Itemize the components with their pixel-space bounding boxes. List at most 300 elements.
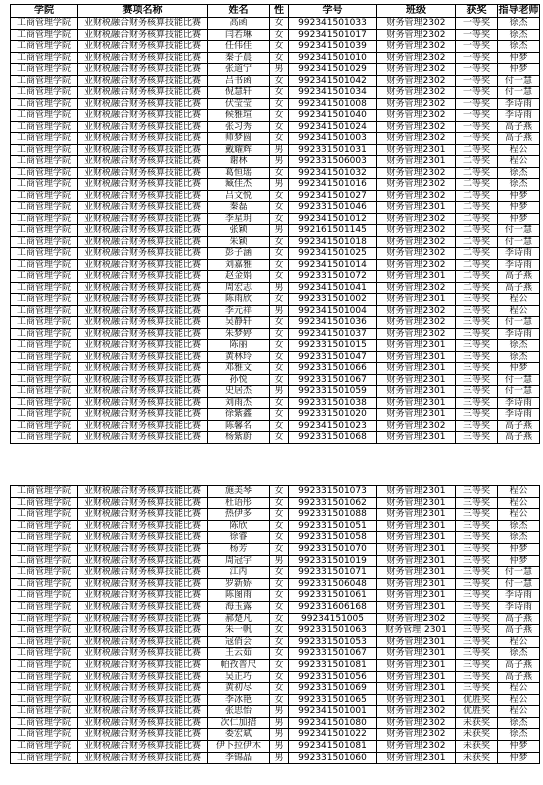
college-cell: 工商管理学院	[11, 98, 78, 110]
table-row	[11, 717, 540, 729]
class-cell: 财务管理2302	[377, 75, 456, 87]
gender-cell: 女	[270, 52, 289, 64]
table-body-bottom	[11, 486, 540, 764]
name-cell: 戴耀辉	[208, 144, 270, 156]
gender-cell: 女	[270, 87, 289, 99]
gender-cell: 女	[270, 41, 289, 53]
competition-cell: 业财税融合财务核算技能比赛	[78, 397, 208, 409]
college-cell: 工商管理学院	[11, 555, 78, 567]
class-cell: 财务管理2301	[377, 555, 456, 567]
name-cell: 伊卜拉伊木	[208, 741, 270, 753]
competition-cell: 业财税融合财务核算技能比赛	[78, 294, 208, 306]
college-cell: 工商管理学院	[11, 87, 78, 99]
student-id-cell: 992331501072	[289, 271, 377, 283]
competition-cell: 业财税融合财务核算技能比赛	[78, 671, 208, 683]
gender-cell: 女	[270, 486, 289, 498]
table-row	[11, 659, 540, 671]
competition-cell: 业财税融合财务核算技能比赛	[78, 386, 208, 398]
college-cell: 工商管理学院	[11, 351, 78, 363]
college-cell: 工商管理学院	[11, 532, 78, 544]
award-cell: 一等奖	[456, 75, 498, 87]
student-id-cell: 992331501061	[289, 590, 377, 602]
name-cell: 谢林	[208, 156, 270, 168]
table-row	[11, 259, 540, 271]
student-id-cell: 992331501081	[289, 659, 377, 671]
class-cell: 财务管理2301	[377, 659, 456, 671]
header-class: 班级	[377, 5, 456, 18]
advisor-cell: 李诗雨	[498, 397, 540, 409]
award-cell: 三等奖	[456, 328, 498, 340]
award-cell: 一等奖	[456, 110, 498, 122]
student-id-cell: 992331506003	[289, 156, 377, 168]
header-row	[11, 5, 540, 18]
class-cell: 财务管理2301	[377, 497, 456, 509]
student-id-cell: 992341501003	[289, 133, 377, 145]
gender-cell: 男	[270, 225, 289, 237]
student-id-cell: 992331501088	[289, 509, 377, 521]
class-cell: 财务管理2301	[377, 271, 456, 283]
competition-cell: 业财税融合财务核算技能比赛	[78, 213, 208, 225]
competition-cell: 业财税融合财务核算技能比赛	[78, 555, 208, 567]
name-cell: 帕孜普尺	[208, 659, 270, 671]
class-cell: 财务管理2302	[377, 121, 456, 133]
competition-cell: 业财税融合财务核算技能比赛	[78, 409, 208, 421]
gender-cell: 男	[270, 386, 289, 398]
class-cell: 财务管理2301	[377, 374, 456, 386]
class-cell: 财务管理2301	[377, 144, 456, 156]
award-cell: 三等奖	[456, 543, 498, 555]
student-id-cell: 992341501008	[289, 98, 377, 110]
advisor-cell: 程公	[498, 305, 540, 317]
competition-cell: 业财税融合财务核算技能比赛	[78, 75, 208, 87]
name-cell: 任伟佳	[208, 41, 270, 53]
name-cell: 陈雨欣	[208, 294, 270, 306]
competition-cell: 业财税融合财务核算技能比赛	[78, 156, 208, 168]
competition-cell: 业财税融合财务核算技能比赛	[78, 706, 208, 718]
college-cell: 工商管理学院	[11, 625, 78, 637]
student-id-cell: 992341501017	[289, 29, 377, 41]
class-cell: 财务管理2302	[377, 213, 456, 225]
award-cell: 二等奖	[456, 156, 498, 168]
name-cell: 陈馨名	[208, 420, 270, 432]
college-cell: 工商管理学院	[11, 509, 78, 521]
gender-cell: 女	[270, 167, 289, 179]
table-row	[11, 144, 540, 156]
college-cell: 工商管理学院	[11, 420, 78, 432]
class-cell: 财务管理2301	[377, 648, 456, 660]
competition-cell: 业财税融合财务核算技能比赛	[78, 259, 208, 271]
name-cell: 张习秀	[208, 121, 270, 133]
college-cell: 工商管理学院	[11, 133, 78, 145]
table-row	[11, 671, 540, 683]
competition-cell: 业财税融合财务核算技能比赛	[78, 202, 208, 214]
advisor-cell: 徐杰	[498, 351, 540, 363]
student-id-cell: 992341501037	[289, 328, 377, 340]
class-cell: 财务管理2302	[377, 248, 456, 260]
student-id-cell: 992331501065	[289, 694, 377, 706]
college-cell: 工商管理学院	[11, 328, 78, 340]
advisor-cell: 高子燕	[498, 420, 540, 432]
competition-cell: 业财税融合财务核算技能比赛	[78, 351, 208, 363]
award-cell: 三等奖	[456, 578, 498, 590]
name-cell: 朱梦婷	[208, 328, 270, 340]
advisor-cell: 仲梦	[498, 555, 540, 567]
class-cell: 财务管理2301	[377, 543, 456, 555]
class-cell: 财务管理2302	[377, 133, 456, 145]
college-cell: 工商管理学院	[11, 363, 78, 375]
college-cell: 工商管理学院	[11, 259, 78, 271]
advisor-cell: 李诗雨	[498, 259, 540, 271]
table-row	[11, 213, 540, 225]
class-cell: 财务管理2302	[377, 236, 456, 248]
competition-cell: 业财税融合财务核算技能比赛	[78, 374, 208, 386]
class-cell: 财务管理 2301	[377, 625, 456, 637]
competition-cell: 业财税融合财务核算技能比赛	[78, 432, 208, 444]
college-cell: 工商管理学院	[11, 202, 78, 214]
class-cell: 财务管理2302	[377, 64, 456, 76]
college-cell: 工商管理学院	[11, 29, 78, 41]
table-row	[11, 567, 540, 579]
gender-cell: 女	[270, 648, 289, 660]
college-cell: 工商管理学院	[11, 706, 78, 718]
competition-cell: 业财税融合财务核算技能比赛	[78, 317, 208, 329]
class-cell: 财务管理2302	[377, 167, 456, 179]
competition-cell: 业财税融合财务核算技能比赛	[78, 729, 208, 741]
name-cell: 李元祥	[208, 305, 270, 317]
gender-cell: 男	[270, 282, 289, 294]
student-id-cell: 992331501059	[289, 386, 377, 398]
name-cell: 黄林玲	[208, 351, 270, 363]
name-cell: 郝楚凡	[208, 613, 270, 625]
advisor-cell: 徐杰	[498, 179, 540, 191]
table-row	[11, 190, 540, 202]
award-cell: 三等奖	[456, 340, 498, 352]
award-cell: 一等奖	[456, 121, 498, 133]
college-cell: 工商管理学院	[11, 374, 78, 386]
name-cell: 施美琴	[208, 486, 270, 498]
college-cell: 工商管理学院	[11, 213, 78, 225]
college-cell: 工商管理学院	[11, 486, 78, 498]
advisor-cell: 徐杰	[498, 648, 540, 660]
class-cell: 财务管理2301	[377, 567, 456, 579]
name-cell: 徐紫鑫	[208, 409, 270, 421]
award-cell: 一等奖	[456, 98, 498, 110]
award-cell: 三等奖	[456, 648, 498, 660]
gender-cell: 女	[270, 683, 289, 695]
advisor-cell: 高子燕	[498, 271, 540, 283]
class-cell: 财务管理2302	[377, 110, 456, 122]
gender-cell: 男	[270, 179, 289, 191]
competition-cell: 业财税融合财务核算技能比赛	[78, 144, 208, 156]
name-cell: 吕文悦	[208, 190, 270, 202]
award-cell: 二等奖	[456, 202, 498, 214]
college-cell: 工商管理学院	[11, 397, 78, 409]
advisor-cell: 仲梦	[498, 202, 540, 214]
gender-cell: 女	[270, 432, 289, 444]
competition-cell: 业财税融合财务核算技能比赛	[78, 363, 208, 375]
table-row	[11, 18, 540, 30]
award-cell: 三等奖	[456, 590, 498, 602]
class-cell: 财务管理2302	[377, 706, 456, 718]
college-cell: 工商管理学院	[11, 64, 78, 76]
college-cell: 工商管理学院	[11, 144, 78, 156]
gender-cell: 女	[270, 509, 289, 521]
competition-cell: 业财税融合财务核算技能比赛	[78, 625, 208, 637]
award-cell: 三等奖	[456, 520, 498, 532]
gender-cell: 女	[270, 520, 289, 532]
competition-cell: 业财税融合财务核算技能比赛	[78, 87, 208, 99]
student-id-cell: 99234151005	[289, 613, 377, 625]
table-row	[11, 282, 540, 294]
advisor-cell: 程公	[498, 156, 540, 168]
advisor-cell: 李诗雨	[498, 409, 540, 421]
name-cell: 秦子晨	[208, 52, 270, 64]
advisor-cell: 仲梦	[498, 543, 540, 555]
table-row	[11, 317, 540, 329]
college-cell: 工商管理学院	[11, 179, 78, 191]
name-cell: 刘嘉雅	[208, 259, 270, 271]
gender-cell: 女	[270, 340, 289, 352]
student-id-cell: 992341501004	[289, 305, 377, 317]
advisor-cell: 徐杰	[498, 18, 540, 30]
name-cell: 倪慧轩	[208, 87, 270, 99]
table-row	[11, 532, 540, 544]
student-id-cell: 992331501019	[289, 555, 377, 567]
gender-cell: 女	[270, 543, 289, 555]
award-cell: 二等奖	[456, 144, 498, 156]
college-cell: 工商管理学院	[11, 752, 78, 764]
name-cell: 徐睿	[208, 532, 270, 544]
gender-cell: 女	[270, 601, 289, 613]
class-cell: 财务管理2302	[377, 420, 456, 432]
name-cell: 伏莹莹	[208, 98, 270, 110]
gender-cell: 女	[270, 75, 289, 87]
class-cell: 财务管理2301	[377, 671, 456, 683]
class-cell: 财务管理2302	[377, 717, 456, 729]
award-cell: 三等奖	[456, 486, 498, 498]
award-cell: 三等奖	[456, 671, 498, 683]
class-cell: 财务管理2302	[377, 52, 456, 64]
student-id-cell: 992331501058	[289, 532, 377, 544]
competition-cell: 业财税融合财务核算技能比赛	[78, 509, 208, 521]
award-cell: 未获奖	[456, 741, 498, 753]
competition-cell: 业财税融合财务核算技能比赛	[78, 420, 208, 432]
student-id-cell: 992331501067	[289, 374, 377, 386]
award-cell: 三等奖	[456, 317, 498, 329]
advisor-cell: 程公	[498, 636, 540, 648]
table-row	[11, 167, 540, 179]
college-cell: 工商管理学院	[11, 190, 78, 202]
name-cell: 孙悦	[208, 374, 270, 386]
student-id-cell: 992331501047	[289, 351, 377, 363]
college-cell: 工商管理学院	[11, 110, 78, 122]
college-cell: 工商管理学院	[11, 432, 78, 444]
student-id-cell: 992331501073	[289, 486, 377, 498]
award-cell: 三等奖	[456, 351, 498, 363]
award-cell: 二等奖	[456, 248, 498, 260]
name-cell: 陈丽	[208, 340, 270, 352]
name-cell: 杨紫蔚	[208, 432, 270, 444]
table-row	[11, 52, 540, 64]
class-cell: 财务管理2301	[377, 202, 456, 214]
college-cell: 工商管理学院	[11, 694, 78, 706]
college-cell: 工商管理学院	[11, 659, 78, 671]
table-row	[11, 590, 540, 602]
award-cell: 三等奖	[456, 397, 498, 409]
college-cell: 工商管理学院	[11, 121, 78, 133]
award-cell: 二等奖	[456, 282, 498, 294]
award-cell: 三等奖	[456, 613, 498, 625]
class-cell: 财务管理2302	[377, 18, 456, 30]
advisor-cell: 仲梦	[498, 213, 540, 225]
gender-cell: 女	[270, 532, 289, 544]
award-cell: 未获奖	[456, 752, 498, 764]
name-cell: 李冰艳	[208, 694, 270, 706]
student-id-cell: 992331501060	[289, 752, 377, 764]
table-row	[11, 29, 540, 41]
advisor-cell: 高子燕	[498, 282, 540, 294]
college-cell: 工商管理学院	[11, 317, 78, 329]
name-cell: 张思怡	[208, 706, 270, 718]
student-id-cell: 992341501033	[289, 18, 377, 30]
student-id-cell: 992331501020	[289, 409, 377, 421]
student-id-cell: 992331501051	[289, 520, 377, 532]
student-id-cell: 992341501001	[289, 706, 377, 718]
table-row	[11, 133, 540, 145]
table-row	[11, 752, 540, 764]
table-row	[11, 486, 540, 498]
table-row	[11, 202, 540, 214]
student-id-cell: 992341501018	[289, 236, 377, 248]
name-cell: 朱颖	[208, 236, 270, 248]
class-cell: 财务管理2302	[377, 317, 456, 329]
table-row	[11, 41, 540, 53]
class-cell: 财务管理2302	[377, 87, 456, 99]
table-row	[11, 509, 540, 521]
award-cell: 二等奖	[456, 213, 498, 225]
competition-cell: 业财税融合财务核算技能比赛	[78, 648, 208, 660]
gender-cell: 女	[270, 694, 289, 706]
competition-cell: 业财税融合财务核算技能比赛	[78, 121, 208, 133]
student-id-cell: 992331501067	[289, 648, 377, 660]
student-id-cell: 992331501002	[289, 294, 377, 306]
student-id-cell: 992331501031	[289, 144, 377, 156]
name-cell: 邓雅文	[208, 363, 270, 375]
advisor-cell: 李诗雨	[498, 328, 540, 340]
class-cell: 财务管理2301	[377, 509, 456, 521]
table-row	[11, 248, 540, 260]
class-cell: 财务管理2301	[377, 397, 456, 409]
gender-cell: 女	[270, 590, 289, 602]
competition-cell: 业财税融合财务核算技能比赛	[78, 590, 208, 602]
gender-cell: 女	[270, 671, 289, 683]
college-cell: 工商管理学院	[11, 41, 78, 53]
gender-cell: 女	[270, 248, 289, 260]
advisor-cell: 付一慧	[498, 578, 540, 590]
student-id-cell: 992341501042	[289, 75, 377, 87]
advisor-cell: 高子燕	[498, 671, 540, 683]
advisor-cell: 高子燕	[498, 133, 540, 145]
class-cell: 财务管理2301	[377, 409, 456, 421]
advisor-cell: 李诗雨	[498, 248, 540, 260]
college-cell: 工商管理学院	[11, 520, 78, 532]
competition-cell: 业财税融合财务核算技能比赛	[78, 752, 208, 764]
competition-cell: 业财税融合财务核算技能比赛	[78, 179, 208, 191]
college-cell: 工商管理学院	[11, 386, 78, 398]
competition-cell: 业财税融合财务核算技能比赛	[78, 636, 208, 648]
competition-cell: 业财税融合财务核算技能比赛	[78, 41, 208, 53]
competition-cell: 业财税融合财务核算技能比赛	[78, 167, 208, 179]
award-cell: 一等奖	[456, 133, 498, 145]
gender-cell: 女	[270, 497, 289, 509]
class-cell: 财务管理2301	[377, 340, 456, 352]
award-cell: 一等奖	[456, 64, 498, 76]
class-cell: 财务管理2301	[377, 386, 456, 398]
advisor-cell: 徐杰	[498, 29, 540, 41]
award-cell: 三等奖	[456, 305, 498, 317]
gender-cell: 女	[270, 420, 289, 432]
student-id-cell: 992331501068	[289, 432, 377, 444]
class-cell: 财务管理2301	[377, 601, 456, 613]
advisor-cell: 仲梦	[498, 64, 540, 76]
college-cell: 工商管理学院	[11, 590, 78, 602]
gender-cell: 男	[270, 156, 289, 168]
college-cell: 工商管理学院	[11, 578, 78, 590]
college-cell: 工商管理学院	[11, 75, 78, 87]
name-cell: 罗新娇	[208, 578, 270, 590]
advisor-cell: 徐杰	[498, 717, 540, 729]
student-id-cell: 992341501032	[289, 167, 377, 179]
competition-cell: 业财税融合财务核算技能比赛	[78, 613, 208, 625]
award-cell: 一等奖	[456, 52, 498, 64]
award-cell: 二等奖	[456, 190, 498, 202]
gender-cell: 女	[270, 213, 289, 225]
table-row	[11, 601, 540, 613]
student-id-cell: 992341501027	[289, 190, 377, 202]
award-cell: 三等奖	[456, 409, 498, 421]
college-cell: 工商管理学院	[11, 18, 78, 30]
student-id-cell: 992331501063	[289, 625, 377, 637]
student-id-cell: 992341501024	[289, 121, 377, 133]
college-cell: 工商管理学院	[11, 543, 78, 555]
student-id-cell: 992331501053	[289, 636, 377, 648]
class-cell: 财务管理2302	[377, 41, 456, 53]
class-cell: 财务管理2302	[377, 98, 456, 110]
competition-cell: 业财税融合财务核算技能比赛	[78, 532, 208, 544]
table-row	[11, 110, 540, 122]
name-cell: 张颖	[208, 225, 270, 237]
competition-cell: 业财税融合财务核算技能比赛	[78, 110, 208, 122]
class-cell: 财务管理2301	[377, 532, 456, 544]
class-cell: 财务管理2302	[377, 179, 456, 191]
student-id-cell: 992341501012	[289, 213, 377, 225]
student-id-cell: 992341501034	[289, 87, 377, 99]
competition-cell: 业财税融合财务核算技能比赛	[78, 578, 208, 590]
advisor-cell: 徐杰	[498, 41, 540, 53]
class-cell: 财务管理2302	[377, 190, 456, 202]
award-cell: 二等奖	[456, 271, 498, 283]
gender-cell: 女	[270, 236, 289, 248]
student-id-cell: 992341501039	[289, 41, 377, 53]
advisor-cell: 仲梦	[498, 52, 540, 64]
advisor-cell: 程公	[498, 486, 540, 498]
class-cell: 财务管理2301	[377, 156, 456, 168]
table-row	[11, 156, 540, 168]
advisor-cell: 李诗雨	[498, 110, 540, 122]
class-cell: 财务管理2301	[377, 432, 456, 444]
gender-cell: 女	[270, 259, 289, 271]
award-cell: 三等奖	[456, 420, 498, 432]
